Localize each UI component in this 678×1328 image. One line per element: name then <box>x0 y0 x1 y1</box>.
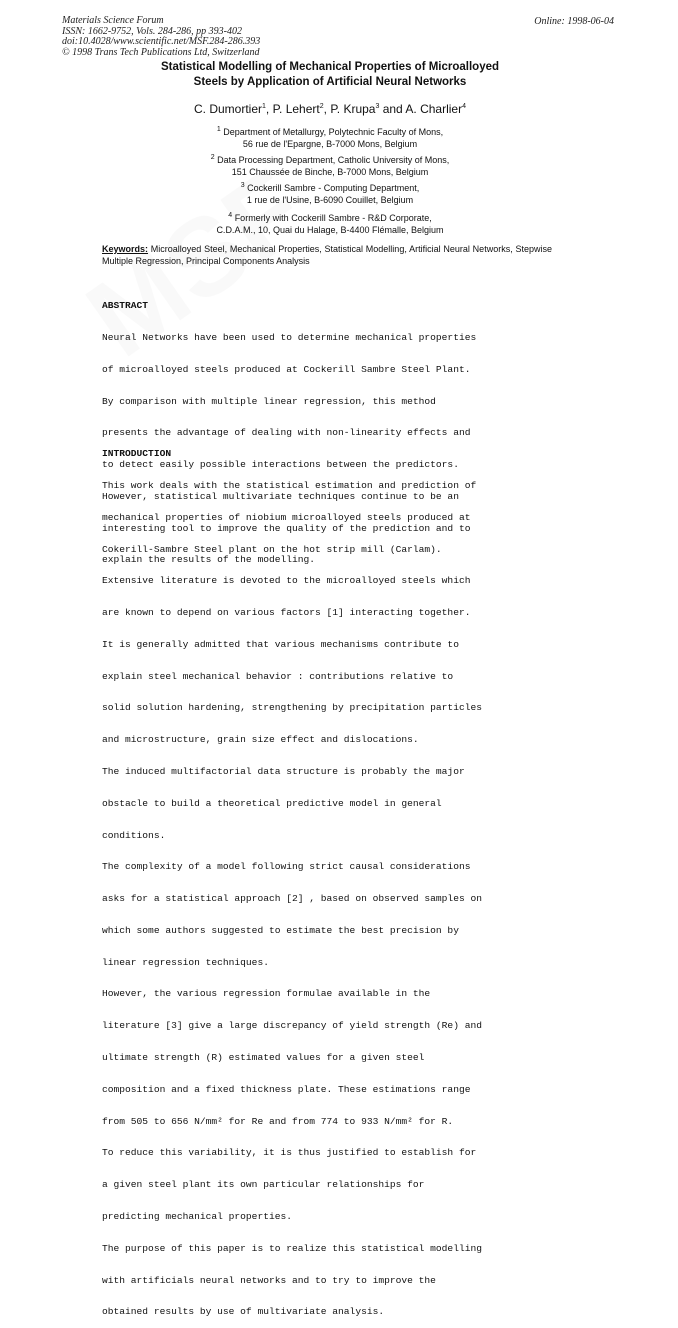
affiliation-line: 1 rue de l'Usine, B-6090 Couillet, Belgium <box>246 195 414 205</box>
intro-line: The induced multifactorial data structure is probably the major <box>102 766 465 777</box>
author-name: A. Charlier <box>405 102 463 116</box>
affiliation-line: Department of Metallurgy, Polytechnic Faculty of Mons, <box>223 127 444 137</box>
abstract-line: However, statistical multivariate techniques continue to be an <box>102 490 459 502</box>
author-separator: and <box>379 102 406 116</box>
abstract-line: interesting tool to improve the quality of the prediction and to <box>102 522 471 534</box>
affiliation-2 <box>120 152 540 178</box>
intro-line: with artificials neural networks and to try to improve the <box>102 1274 436 1286</box>
intro-line: a given steel plant its own particular relationships for <box>102 1179 425 1191</box>
author-affil-mark: 4 <box>462 103 466 110</box>
journal-name: Materials Science Forum <box>62 15 164 26</box>
intro-line: mechanical properties of niobium microalloyed steels produced at <box>102 511 471 523</box>
abstract-line: Neural Networks have been used to determine mechanical properties <box>102 331 477 343</box>
intro-line: and microstructure, grain size effect and dislocations. <box>102 734 419 746</box>
intro-line: It is generally admitted that various mechanisms contribute to <box>102 638 459 650</box>
author-name: P. Krupa <box>330 102 376 116</box>
intro-line: are known to depend on various factors [1] interacting together. <box>102 607 471 619</box>
introduction-heading: INTRODUCTION <box>102 448 172 460</box>
intro-line: predicting mechanical properties. <box>102 1210 292 1222</box>
affiliation-4 <box>120 210 540 236</box>
affiliation-3 <box>120 180 540 206</box>
affiliation-line: Formerly with Cockerill Sambre - R&D Corporate, <box>234 213 432 223</box>
keywords-label: Keywords: <box>102 244 149 254</box>
affiliation-number: 2 <box>210 154 215 161</box>
affiliation-number: 1 <box>216 126 221 133</box>
author-list <box>100 102 560 116</box>
affiliation-line: 151 Chaussée de Binche, B-7000 Mons, Belgium <box>231 167 429 177</box>
intro-line: ultimate strength (R) estimated values for a given steel <box>102 1052 425 1064</box>
intro-line: linear regression techniques. <box>102 956 269 968</box>
abstract-line: By comparison with multiple linear regression, this method <box>102 395 436 407</box>
abstract-line: of microalloyed steels produced at Cockerill Sambre Steel Plant. <box>102 363 471 375</box>
affiliation-line: Data Processing Department, Catholic University of Mons, <box>217 155 450 165</box>
affiliation-number: 4 <box>228 212 233 219</box>
abstract-heading: ABSTRACT <box>102 300 149 312</box>
intro-line: Cokerill-Sambre Steel plant on the hot strip mill (Carlam). <box>102 543 442 555</box>
keywords-text: Microalloyed Steel, Mechanical Properties, Statistical Modelling, Artificial Neural Networks, Stepwise Multiple Regression, Principal Components Analysis <box>102 244 552 266</box>
intro-line: from 505 to 656 N/mm² for Re and from 774 to 933 N/mm² for R. <box>102 1115 454 1127</box>
intro-line: Extensive literature is devoted to the microalloyed steels which <box>102 575 471 587</box>
doi-line[interactable]: doi:10.4028/www.scientific.net/MSF.284-286.393 <box>62 36 261 47</box>
author-separator: , <box>323 102 331 116</box>
affiliation-number: 3 <box>240 182 245 189</box>
intro-line: asks for a statistical approach [2] , based on observed samples on <box>102 893 482 905</box>
intro-line: composition and a fixed thickness plate. These estimations range <box>102 1083 471 1095</box>
abstract-line: to detect easily possible interactions between the predictors. <box>102 459 459 471</box>
intro-line: However, the various regression formulae available in the <box>102 988 431 1000</box>
intro-line: explain steel mechanical behavior : contributions relative to <box>102 670 454 682</box>
title-line-2: Steels by Application of Artificial Neural Networks <box>193 76 467 88</box>
author-affil-mark: 3 <box>375 103 380 110</box>
copyright-line: © 1998 Trans Tech Publications Ltd, Switzerland <box>62 46 260 58</box>
intro-line: The complexity of a model following strict causal considerations <box>102 861 471 873</box>
title-line-1: Statistical Modelling of Mechanical Properties of Microalloyed <box>160 61 500 73</box>
keywords-block <box>102 244 552 267</box>
intro-line: The purpose of this paper is to realize this statistical modelling <box>102 1242 482 1254</box>
online-date: Online: 1998-06-04 <box>534 16 614 27</box>
abstract-line: explain the results of the modelling. <box>102 554 316 566</box>
introduction-section <box>102 428 562 1328</box>
author-affil-mark: 1 <box>262 103 266 110</box>
publication-meta <box>62 16 260 58</box>
intro-line: which some authors suggested to estimate the best precision by <box>102 924 459 936</box>
issn-line: ISSN: 1662-9752, Vols. 284-286, pp 393-402 <box>62 25 242 37</box>
intro-line: To reduce this variability, it is thus justified to establish for <box>102 1147 477 1159</box>
intro-line: obtained results by use of multivariate analysis. <box>102 1306 385 1318</box>
intro-line: This work deals with the statistical estimation and prediction of <box>102 479 477 491</box>
intro-line: literature [3] give a large discrepancy of yield strength (Re) and <box>102 1020 482 1032</box>
author-separator: , <box>265 102 273 116</box>
affiliation-line: C.D.A.M., 10, Quai du Halage, B-4400 Flémalle, Belgium <box>216 225 444 235</box>
paper-title <box>100 60 560 90</box>
author-name: C. Dumortier <box>193 102 262 116</box>
intro-line: obstacle to build a theoretical predictive model in general <box>102 797 442 809</box>
intro-line: conditions. <box>102 829 166 841</box>
author-name: P. Lehert <box>272 102 320 116</box>
affiliation-1 <box>120 124 540 150</box>
intro-line: solid solution hardening, strengthening by precipitation particles <box>102 702 482 714</box>
affiliation-line: Cockerill Sambre - Computing Department, <box>247 183 420 193</box>
affiliation-line: 56 rue de l'Epargne, B-7000 Mons, Belgium <box>242 139 418 149</box>
abstract-line: presents the advantage of dealing with non-linearity effects and <box>102 427 471 439</box>
author-affil-mark: 2 <box>319 103 324 110</box>
